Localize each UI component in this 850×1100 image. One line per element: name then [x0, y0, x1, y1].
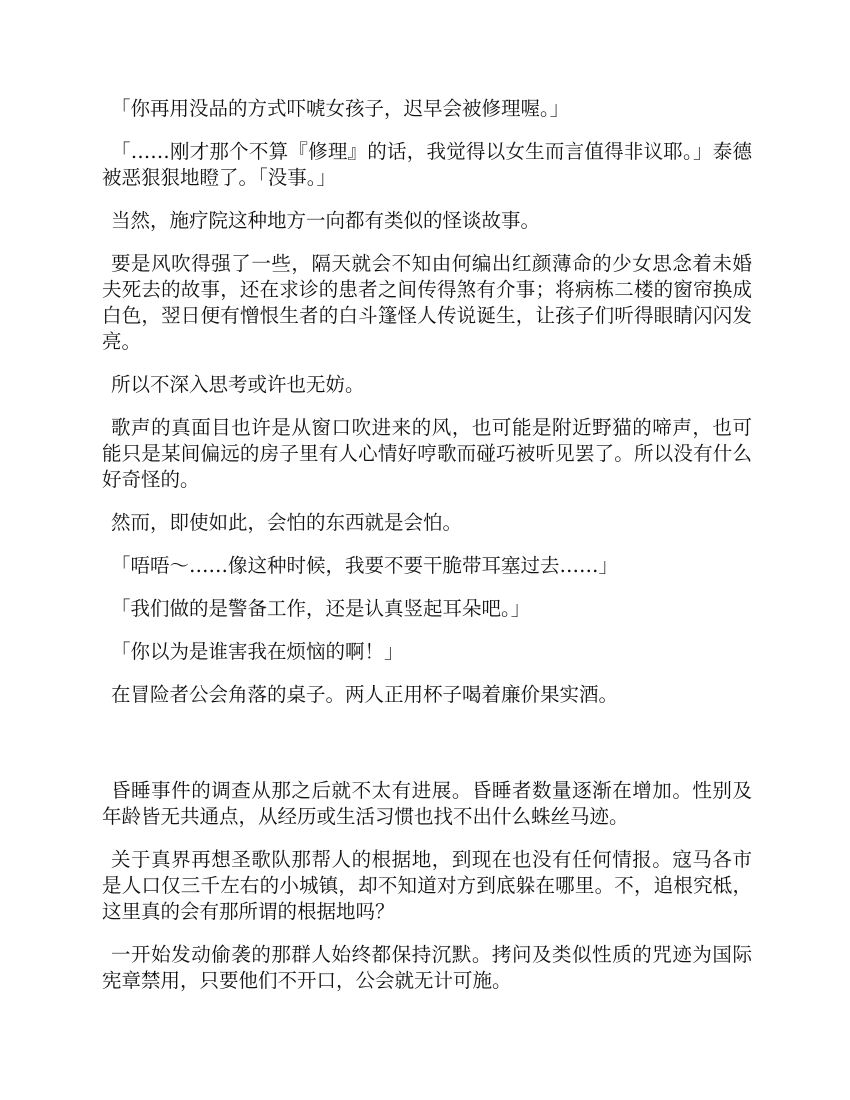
paragraph: 所以不深入思考或许也无妨。: [111, 373, 365, 396]
paragraph: 当然，施疗院这种地方一向都有类似的怪谈故事。: [111, 209, 541, 232]
paragraph: 一开始发动偷袭的那群人始终都保持沉默。拷问及类似性质的咒迹为国际宪章禁用，只要他们不开口，公会就无计可施。: [102, 943, 752, 992]
paragraph: 「……刚才那个不算『修理』的话，我觉得以女生而言值得非议耶。」泰德被恶狠狠地瞪了。「没事。」: [102, 140, 752, 189]
paragraph: 要是风吹得强了一些，隔天就会不知由何编出红颜薄命的少女思念着未婚夫死去的故事，还在求诊的患者之间传得煞有介事；将病栋二楼的窗帘换成白色，翌日便有憎恨生者的白斗篷怪人传说诞生，让孩子们听得眼睛闪闪发亮。: [102, 252, 752, 353]
document-page: [102, 96, 752, 1011]
paragraph: 歌声的真面目也许是从窗口吹进来的风，也可能是附近野猫的啼声，也可能只是某间偏远的房子里有人心情好哼歌而碰巧被听见罢了。所以没有什么好奇怪的。: [102, 416, 752, 491]
paragraph: 「我们做的是警备工作，还是认真竖起耳朵吧。」: [111, 597, 531, 620]
paragraph: 在冒险者公会角落的桌子。两人正用杯子喝着廉价果实酒。: [111, 683, 619, 706]
paragraph: 然而，即使如此，会怕的东西就是会怕。: [111, 511, 463, 534]
section-break: [102, 725, 752, 778]
paragraph: 昏睡事件的调查从那之后就不太有进展。昏睡者数量逐渐在增加。性别及年龄皆无共通点，从经历或生活习惯也找不出什么蛛丝马迹。: [102, 779, 752, 828]
paragraph: 「唔唔～……像这种时候，我要不要干脆带耳塞过去……」: [111, 554, 619, 577]
paragraph: 关于真界再想圣歌队那帮人的根据地，到现在也没有任何情报。寇马各市是人口仅三千左右的小城镇，却不知道对方到底躲在哪里。不，追根究柢，这里真的会有那所谓的根据地吗？: [102, 848, 752, 923]
paragraph: 「你以为是谁害我在烦恼的啊！」: [111, 640, 404, 663]
paragraph: 「你再用没品的方式吓唬女孩子，迟早会被修理喔。」: [111, 97, 570, 120]
